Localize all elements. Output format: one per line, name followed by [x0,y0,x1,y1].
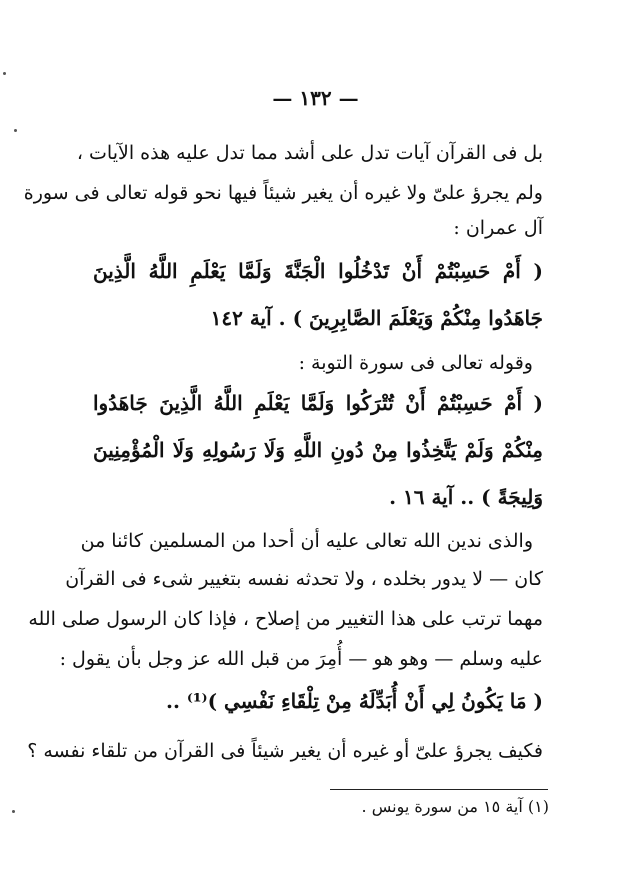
text-line-5: والذى ندين الله تعالى عليه أن أحدا من المسلمين كائنا من [80,530,533,552]
scan-speck [3,72,6,75]
text-line-1: بل فى القرآن آيات تدل على أشد مما تدل عليه هذه الآيات ، [76,142,543,164]
quran-verse-line-2: جَاهَدُوا مِنْكُمْ وَيَعْلَمَ الصَّابِرِينَ ) . آية ١٤٢ [210,306,543,330]
text-line-9: فكيف يجرؤ علىّ أو غيره أن يغير شيئاً فى القرآن من تلقاء نفسه ؟ [27,740,543,762]
scan-speck [12,810,15,813]
quran-verse-line-3: ( أَمْ حَسِبْتُمْ أَنْ تُتْرَكُوا وَلَمَّا يَعْلَمِ اللَّهُ الَّذِينَ جَاهَدُوا [93,391,543,415]
quran-verse-line-6: ( مَا يَكُونُ لِي أَنْ أُبَدِّلَهُ مِنْ تِلْقَاءِ نَفْسِي )⁽¹⁾ .. [166,689,543,713]
footnote-divider [330,789,548,790]
text-line-2: ولم يجرؤ علىّ ولا غيره أن يغير شيئاً فيها نحو قوله تعالى فى سورة [23,182,543,204]
text-line-3: آل عمران : [453,217,543,239]
scan-speck [14,129,17,132]
quran-verse-line-5: وَلِيجَةً ) .. آية ١٦ . [389,485,543,509]
text-line-6: كان — لا يدور بخلده ، ولا تحدثه نفسه بتغيير شىء فى القرآن [65,568,543,590]
text-line-4: وقوله تعالى فى سورة التوبة : [298,352,533,374]
page-number: — ١٣٢ — [272,86,359,110]
text-line-8: عليه وسلم — وهو هو — أُمِرَ من قبل الله عز وجل بأن يقول : [59,648,543,670]
footnote: (١) آية ١٥ من سورة يونس . [361,797,549,816]
quran-verse-line-4: مِنْكُمْ وَلَمْ يَتَّخِذُوا مِنْ دُونِ اللَّهِ وَلَا رَسُولِهِ وَلَا الْمُؤْمِنِينَ [93,438,543,462]
quran-verse-line-1: ( أَمْ حَسِبْتُمْ أَنْ تَدْخُلُوا الْجَنَّةَ وَلَمَّا يَعْلَمِ اللَّهُ الَّذِينَ [93,259,543,283]
text-line-7: مهما ترتب على هذا التغيير من إصلاح ، فإذا كان الرسول صلى الله [28,608,543,630]
